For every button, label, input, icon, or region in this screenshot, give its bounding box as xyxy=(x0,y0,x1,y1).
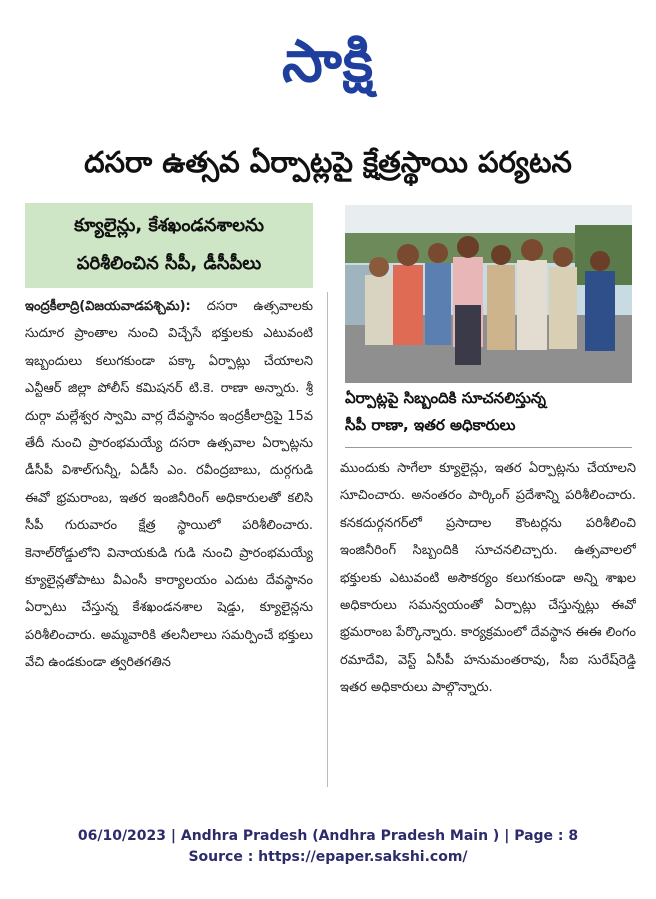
footer-source: Source : https://epaper.sakshi.com/ xyxy=(188,849,468,865)
article-body-right: ముందుకు సాగేలా క్యూలైన్లు, ఇతర ఏర్పాట్లను చేయాలని సూచించారు. అనంతరం పార్కింగ్ ప్రదేశాన్ని పరిశీలించారు. కనకదుర్గనగర్‌లో ప్రసాదాల కౌంటర్లను పరిశీలించి ఇంజినీరింగ్ సిబ్బందికి సూచనలిచ్చారు. ఉత్సవాలలో భక్తులకు ఎటువంటి అసౌకర్యం కలుగకుండా అన్ని శాఖల అధికారులు సమన్వయంతో ఏర్పాట్లు చేస్తున్నట్లు ఈవో భ్రమరాంబ పేర్కొన్నారు. కార్యక్రమంలో దేవస్థాన ఈఈ లింగం రమాదేవి, వెస్ట్ ఏసీపీ హనుమంతరావు, సీఐ సురేష్‌రెడ్డి ఇతర అధికారులు పాల్గొన్నారు. xyxy=(340,461,636,696)
column-divider xyxy=(327,292,328,787)
photo-caption-line-1: ఏర్పాట్లపై సిబ్బందికి సూచనలిస్తున్న xyxy=(345,389,546,407)
page-footer xyxy=(0,826,656,868)
subheadline-line-2: పరిశీలించిన సీపీ, డీసీపీలు xyxy=(76,253,262,274)
article-headline: దసరా ఉత్సవ ఏర్పాట్లపై క్షేత్రస్థాయి పర్యటన xyxy=(84,145,572,179)
article-column-right xyxy=(340,455,636,785)
article-subheadline xyxy=(25,203,313,288)
article-body-left: దసరా ఉత్సవాలకు సుదూర ప్రాంతాల నుంచి విచ్చేసే భక్తులకు ఎటువంటి ఇబ్బందులు కలుగకుండా పక్కా ఏర్పాట్లు చేయాలని ఎన్టీఆర్ జిల్లా పోలీస్ కమిషనర్ టి.కె. రాణా అన్నారు. శ్రీ దుర్గా మల్లేశ్వర స్వామి వార్ల దేవస్థానం ఇంద్రకీలాద్రిపై 15వ తేదీ నుంచి ప్రారంభమయ్యే దసరా ఉత్సవాల ఏర్పాట్లను డీసీపీ విశాల్‌గున్నీ, ఏడీసీ ఎం. రవీంద్రబాబు, దుర్గగుడి ఈవో భ్రమరాంబ, ఇతర ఇంజినీరింగ్ అధికారులతో కలిసి సీపీ గురువారం క్షేత్ర స్థాయిలో పరిశీలించారు. కెనాల్‌రోడ్డులోని వినాయకుడి గుడి నుంచి ప్రారంభమయ్యే క్యూలైన్లతోపాటు వీఎంసీ కార్యాలయం ఎదుట దేవస్థానం ఏర్పాటు చేస్తున్న కేశఖండనశాల షెడ్డు, క్యూలైన్లను పరిశీలించారు. అమ్మవారికి తలనీలాలు సమర్పించే భక్తులు వేచి ఉండకుండా త్వరితగతిన xyxy=(25,299,313,671)
news-photo xyxy=(345,205,632,383)
article-column-left xyxy=(25,293,313,788)
subheadline-line-1: క్యూలైన్లు, కేశఖండనశాలను xyxy=(74,215,264,236)
caption-divider xyxy=(345,447,632,448)
photo-caption xyxy=(345,385,632,439)
news-photo-image xyxy=(345,205,632,383)
photo-caption-line-2: సీపీ రాణా, ఇతర అధికారులు xyxy=(345,416,516,434)
article-dateline: ఇంద్రకీలాద్రి(విజయవాడపశ్చిమ): xyxy=(25,299,191,314)
newspaper-logo: సాక్షి xyxy=(281,27,375,95)
masthead xyxy=(0,22,656,100)
footer-edition-info: 06/10/2023 | Andhra Pradesh (Andhra Pradesh Main ) | Page : 8 xyxy=(77,828,579,844)
